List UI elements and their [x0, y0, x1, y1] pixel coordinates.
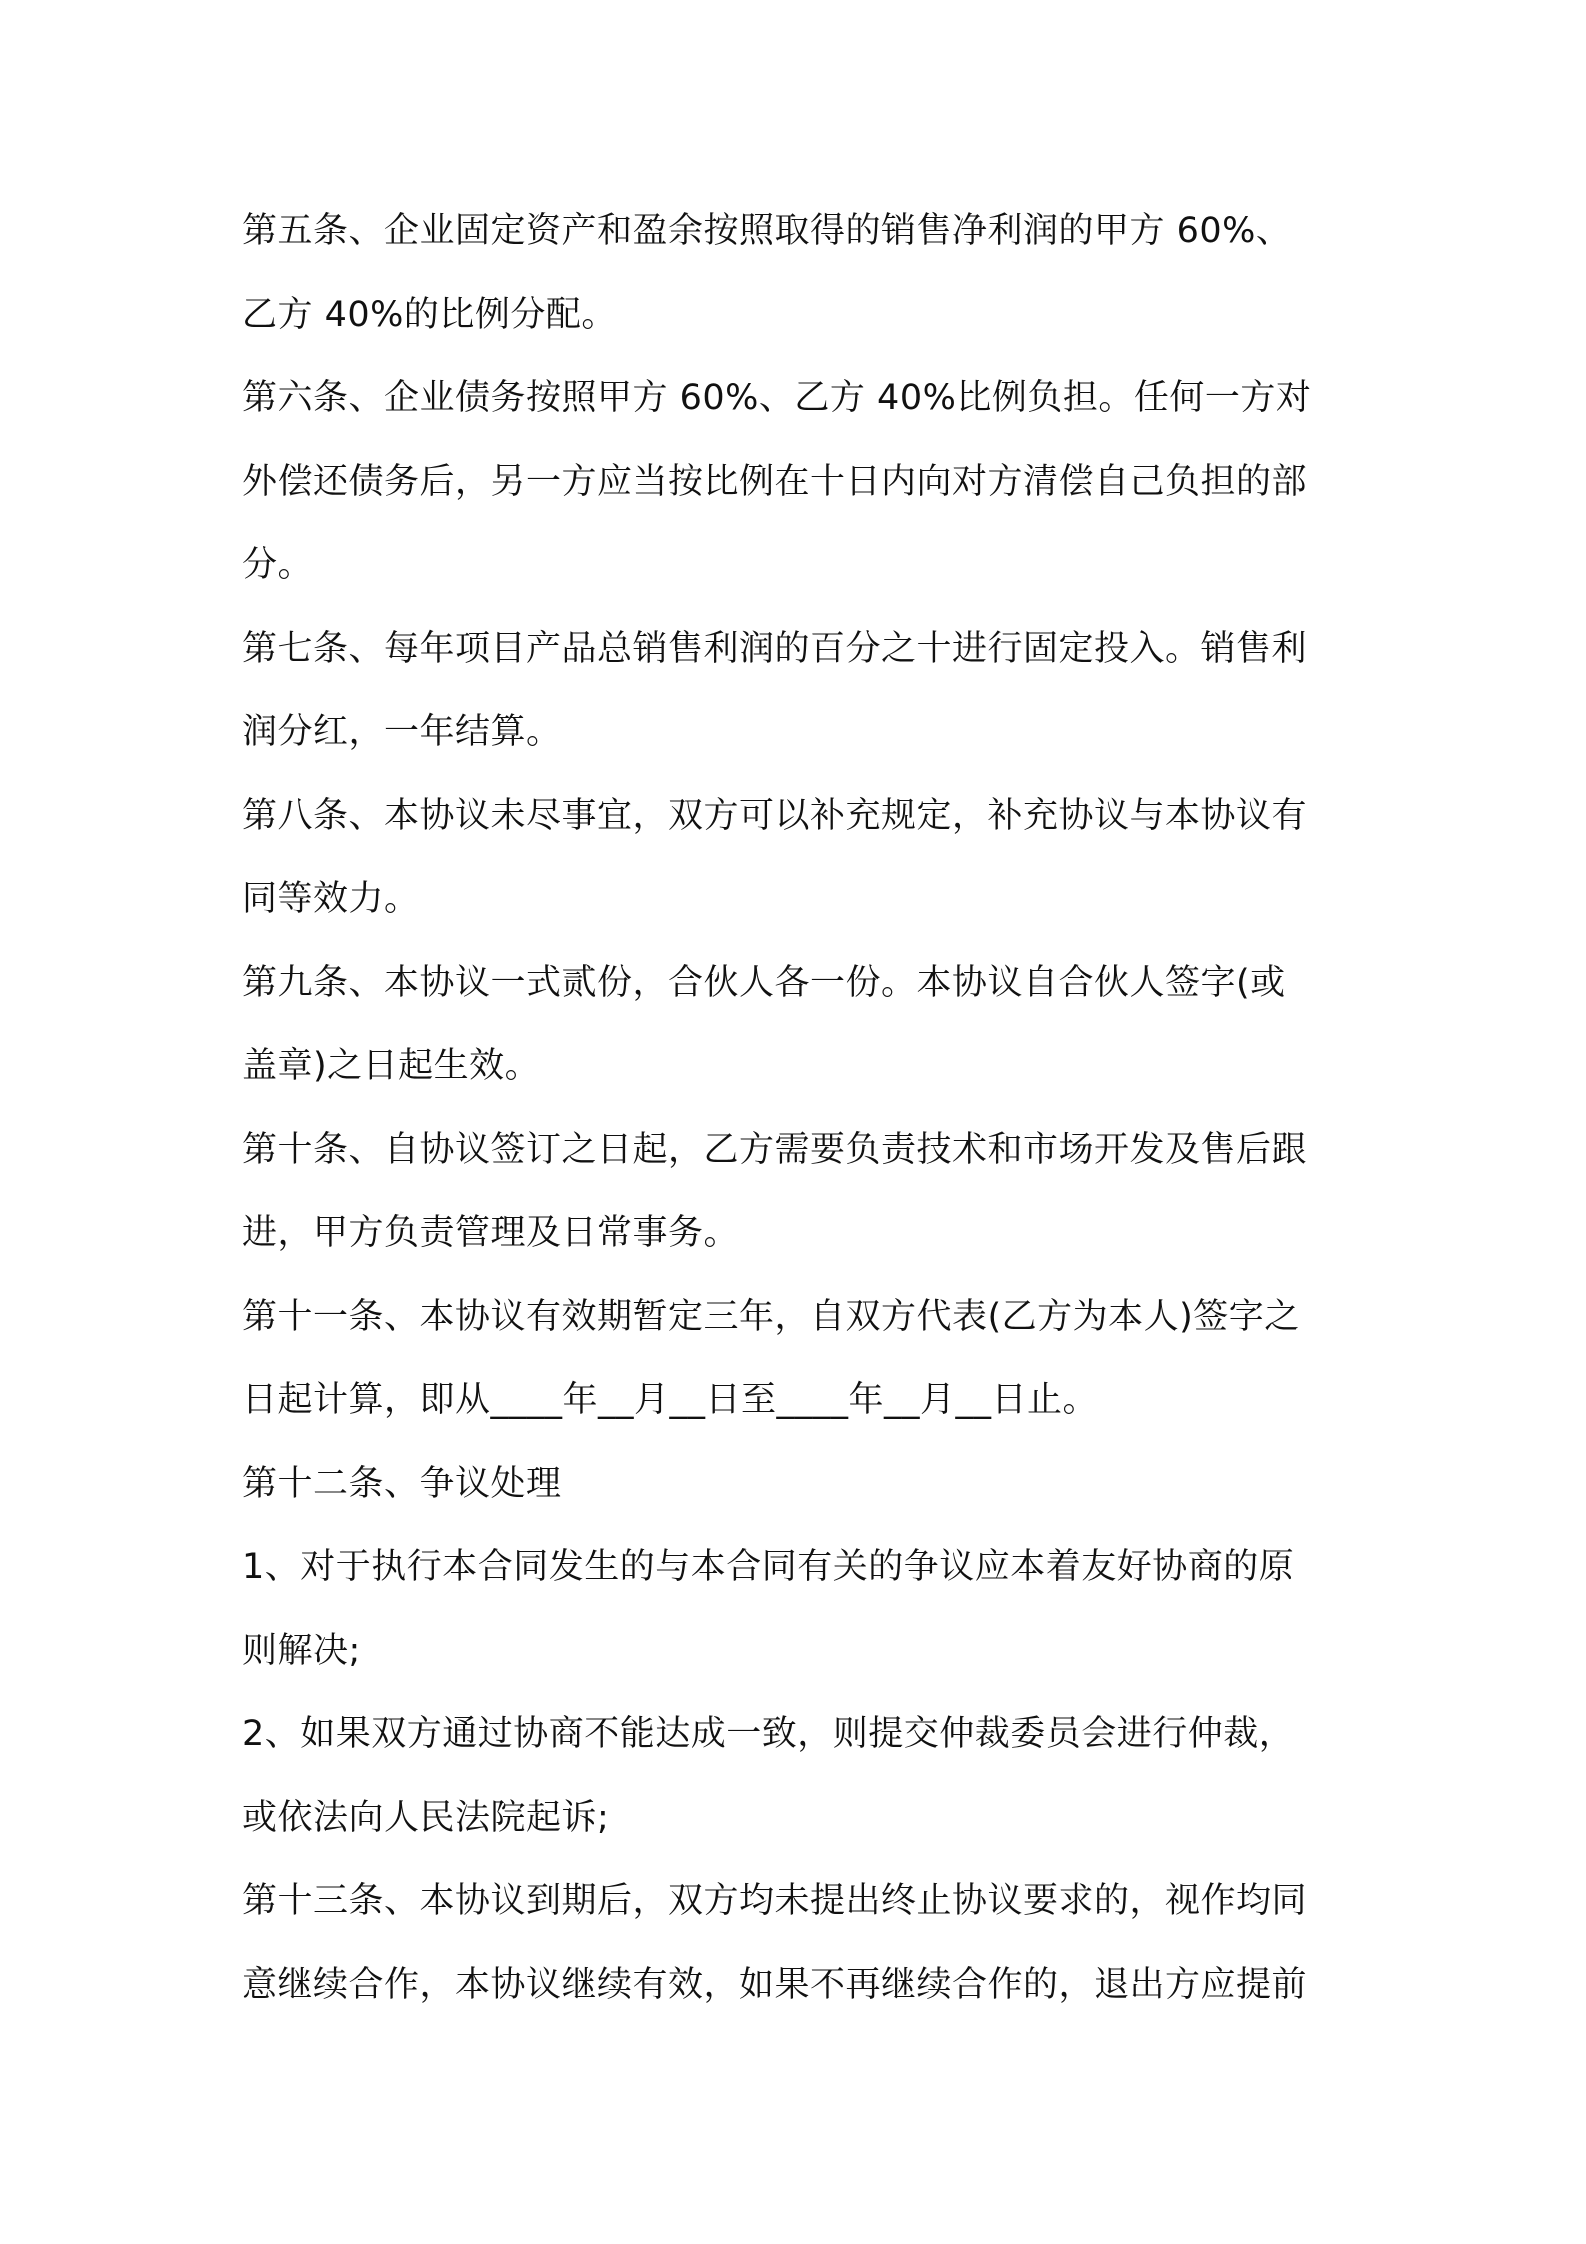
- text-line: 盖章)之日起生效。: [242, 1046, 541, 1086]
- clause-12-item-2: [242, 1693, 1362, 1860]
- text-line: 第十一条、本协议有效期暂定三年，自双方代表(乙方为本人)签字之: [242, 1296, 1300, 1337]
- text-line: 润分红，一年结算。: [242, 712, 562, 752]
- clause-7-fixed-investment: [242, 608, 1362, 775]
- text-line: 日起计算，即从____年__月__日至____年__月__日止。: [242, 1380, 1099, 1420]
- text-line: 第十条、自协议签订之日起，乙方需要负责技术和市场开发及售后跟: [242, 1129, 1308, 1170]
- clause-10-responsibilities: [242, 1109, 1362, 1276]
- text-line: 第八条、本协议未尽事宜，双方可以补充规定，补充协议与本协议有: [242, 795, 1308, 836]
- text-line: 1、对于执行本合同发生的与本合同有关的争议应本着友好协商的原: [242, 1547, 1295, 1587]
- text-line: 乙方 40%的比例分配。: [242, 294, 617, 335]
- text-line: 意继续合作，本协议继续有效，如果不再继续合作的，退出方应提前: [242, 1964, 1308, 2005]
- clause-8-supplementary: [242, 775, 1362, 942]
- text-line: 第十二条、争议处理: [242, 1463, 562, 1504]
- clause-5-profit-distribution: [242, 190, 1362, 357]
- document-page: [242, 190, 1362, 2027]
- clause-12-heading: [242, 1443, 1362, 1527]
- clause-6-debt-sharing: [242, 357, 1362, 608]
- text-line: 则解决;: [242, 1630, 361, 1671]
- text-line: 外偿还债务后，另一方应当按比例在十日内向对方清偿自己负担的部: [242, 461, 1308, 502]
- text-line: 第九条、本协议一式贰份，合伙人各一份。本协议自合伙人签字(或: [242, 962, 1286, 1003]
- text-line: 或依法向人民法院起诉;: [242, 1797, 610, 1838]
- clause-12-item-1: [242, 1526, 1362, 1693]
- text-line: 2、如果双方通过协商不能达成一致，则提交仲裁委员会进行仲裁，: [242, 1714, 1295, 1754]
- text-line: 分。: [242, 545, 314, 585]
- clause-11-term: [242, 1276, 1362, 1443]
- text-line: 第十三条、本协议到期后，双方均未提出终止协议要求的，视作均同: [242, 1881, 1308, 1921]
- text-line: 第七条、每年项目产品总销售利润的百分之十进行固定投入。销售利: [242, 628, 1308, 669]
- clause-9-copies-effect: [242, 942, 1362, 1109]
- text-line: 第六条、企业债务按照甲方 60%、乙方 40%比例负担。任何一方对: [242, 378, 1312, 418]
- clause-13-renewal: [242, 1860, 1362, 2027]
- text-line: 进，甲方负责管理及日常事务。: [242, 1213, 740, 1253]
- text-line: 同等效力。: [242, 879, 420, 919]
- text-line: 第五条、企业固定资产和盈余按照取得的销售净利润的甲方 60%、: [242, 211, 1292, 251]
